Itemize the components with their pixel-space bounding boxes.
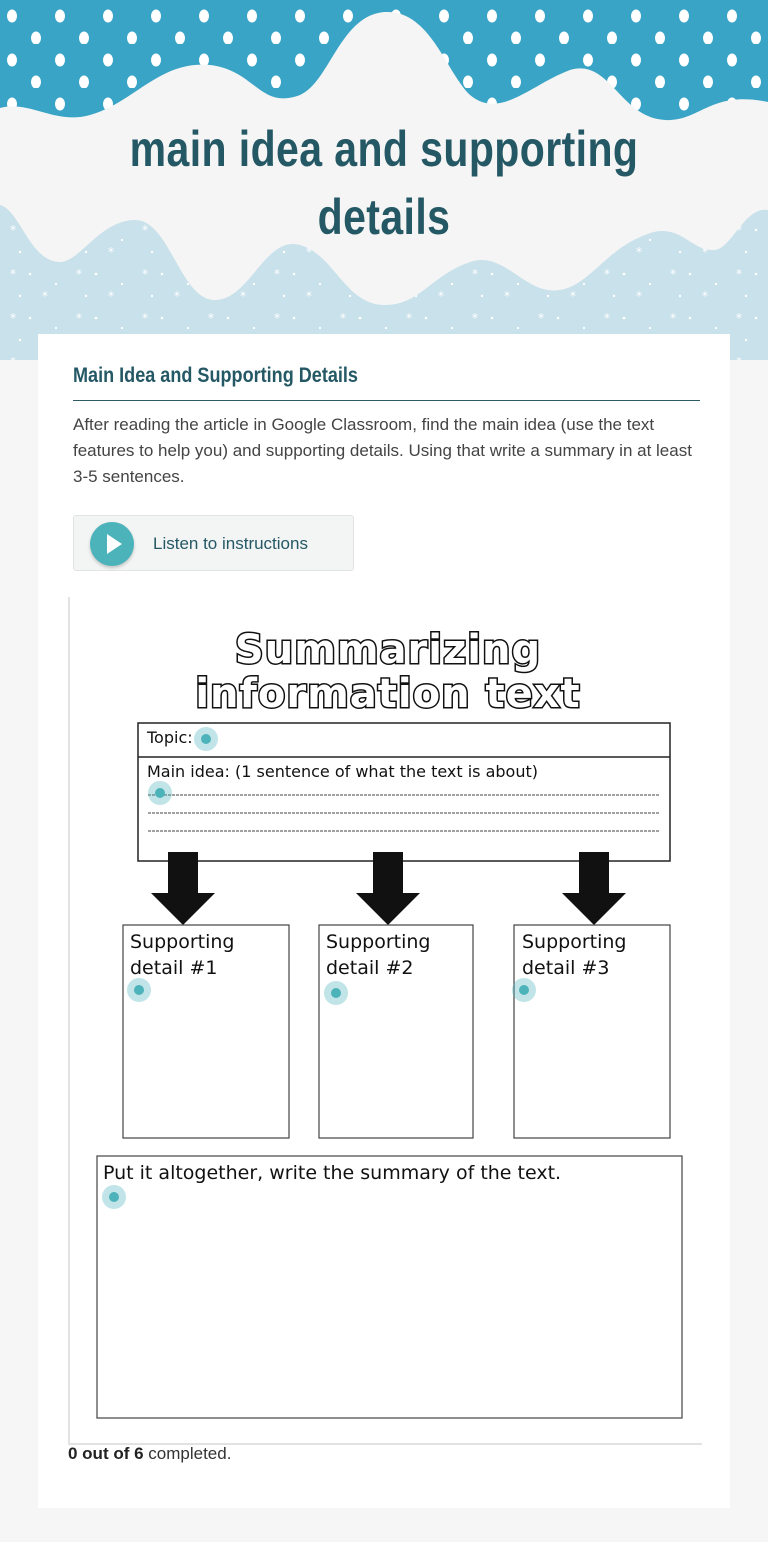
worksheet-image — [68, 597, 702, 1445]
detail-2-label-line1: Supporting — [326, 931, 431, 953]
section-divider — [73, 400, 700, 401]
worksheet-heading-line1: Summarizing — [234, 627, 542, 673]
summary-label: Put it altogether, write the summary of the text. — [103, 1162, 562, 1184]
topic-main-idea-box — [138, 723, 670, 861]
arrow-down-icon — [151, 852, 215, 925]
summary-answer-field[interactable] — [102, 1185, 126, 1209]
main-idea-label: Main idea: (1 sentence of what the text is about) — [147, 762, 538, 781]
detail-3-answer-field[interactable] — [512, 978, 536, 1002]
detail-1-label-line2: detail #1 — [130, 957, 218, 979]
section-title: Main Idea and Supporting Details — [73, 364, 358, 387]
progress-count: 0 out of 6 — [68, 1444, 144, 1463]
listen-instructions-label: Listen to instructions — [153, 534, 308, 553]
detail-3-label-line2: detail #3 — [522, 957, 610, 979]
summary-box — [97, 1156, 682, 1418]
progress-suffix: completed. — [143, 1444, 232, 1463]
topic-label: Topic: — [147, 728, 193, 747]
worksheet-heading-line2: information text — [195, 671, 581, 717]
detail-3-label-line1: Supporting — [522, 931, 627, 953]
arrow-down-icon — [356, 852, 420, 925]
detail-1-label-line1: Supporting — [130, 931, 235, 953]
main-idea-answer-field[interactable] — [148, 781, 172, 805]
progress-status — [68, 1444, 231, 1464]
topic-answer-field[interactable] — [194, 727, 218, 751]
detail-2-answer-field[interactable] — [324, 981, 348, 1005]
play-icon[interactable] — [90, 522, 134, 566]
detail-2-label-line2: detail #2 — [326, 957, 414, 979]
arrow-down-icon — [562, 852, 626, 925]
page-title: main idea and supporting details — [129, 121, 639, 245]
listen-instructions-button[interactable] — [73, 515, 354, 571]
instructions-text: After reading the article in Google Classroom, find the main idea (use the text features to help you) and supporting details. Using that write a summary in at least 3-5 sentences. — [73, 415, 692, 486]
detail-1-answer-field[interactable] — [127, 978, 151, 1002]
content-card — [38, 334, 730, 1508]
